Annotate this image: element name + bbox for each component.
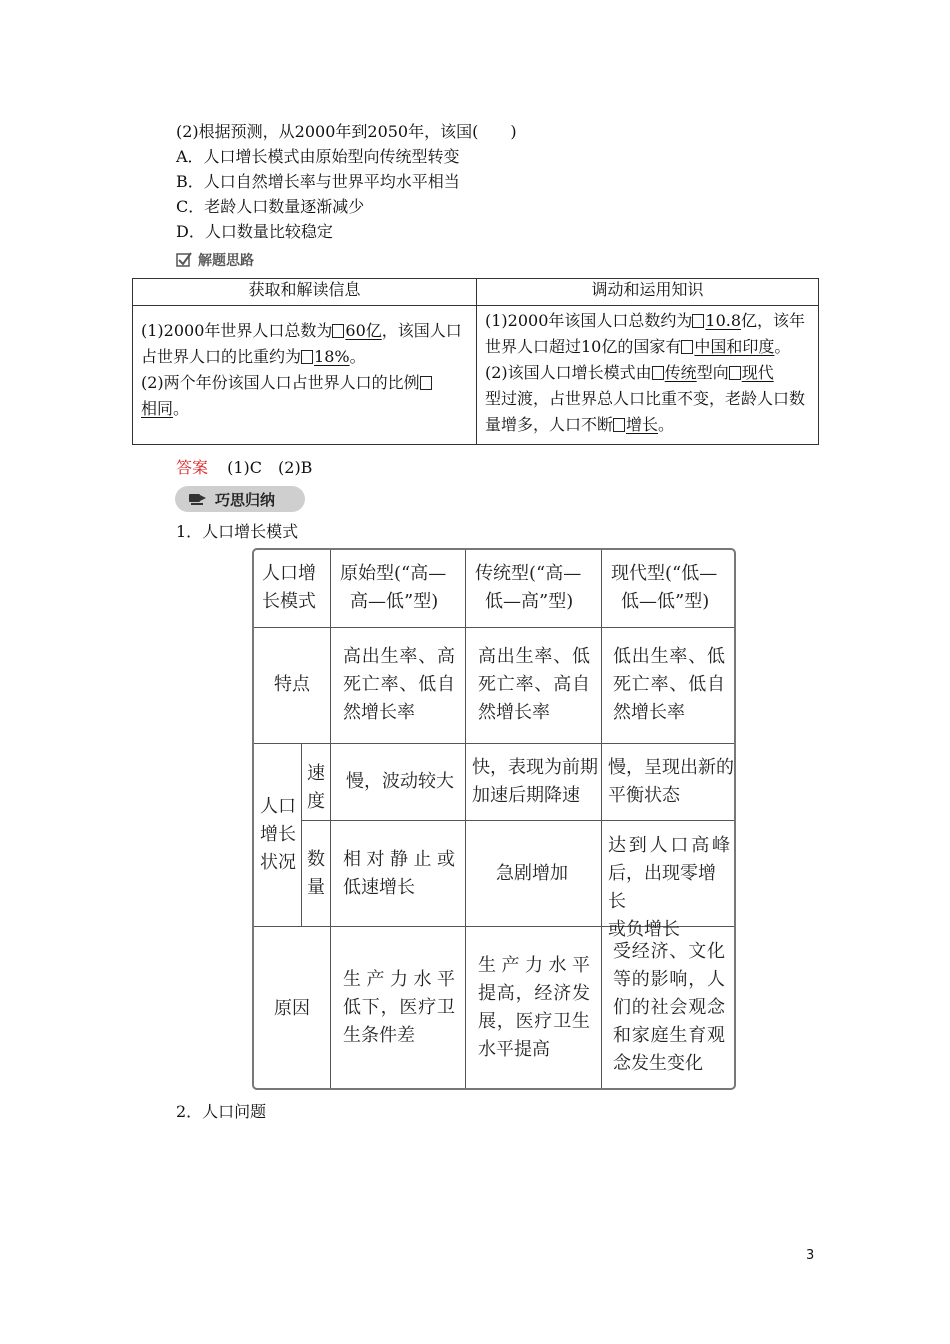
row-group-growth: 人口 增长 状况: [260, 796, 296, 873]
speed-traditional: 快，表现为前期 加速后期降速: [472, 757, 598, 806]
solution-right-cell: (1)2000年该国人口总数约为 10.8亿，该年 世界人口超过10亿的国家有 中国和印度。 (2)该国人口增长模式由 传统型向 现代 型过渡，占世界总人口比重不变，老龄人口数 量增多，人口不断 增长。: [477, 306, 819, 445]
reason-modern: 受经济、文化 等的影响，人 们的社会观念 和家庭生育观 念发生变化: [613, 941, 725, 1074]
option-c: C．老龄人口数量逐渐减少: [176, 197, 365, 216]
feature-modern: 低出生率、低 死亡率、低自 然增长率: [613, 646, 725, 723]
feature-primitive: 高出生率、高 死亡率、低自 然增长率: [343, 646, 455, 723]
answer-text: (1)C (2)B: [227, 458, 313, 477]
page-number: 3: [806, 1248, 815, 1263]
blank-box-icon: [613, 418, 625, 432]
solution-col2-header: 调动和运用知识: [477, 279, 819, 306]
summary-item-2: 2．人口问题: [176, 1102, 267, 1121]
row-label-speed: 速 度: [307, 763, 325, 812]
blank-box-icon: [301, 350, 313, 364]
answer-line: [176, 456, 312, 480]
option-d: D．人口数量比较稳定: [176, 222, 333, 241]
reason-traditional: 生产力水平 提高，经济发 展，医疗卫生 水平提高: [478, 955, 590, 1060]
solution-col1-header: 获取和解读信息: [133, 279, 477, 306]
blank-box-icon: [420, 376, 432, 390]
blank-box-icon: [681, 340, 693, 354]
blank-box-icon: [332, 324, 344, 338]
answer-label: 答案: [176, 458, 209, 477]
row-label-reason: 原因: [274, 998, 310, 1019]
blank-box-icon: [652, 366, 664, 380]
option-a: A．人口增长模式由原始型向传统型转变: [176, 147, 460, 166]
summary-banner: [175, 486, 305, 512]
pen-icon: [187, 491, 207, 507]
reason-primitive: 生产力水平 低下，医疗卫 生条件差: [343, 969, 455, 1046]
solution-left-cell: (1)2000年世界人口总数为 60亿，该国人口 占世界人口的比重约为 18%。 (2)两个年份该国人口占世界人口的比例 相同。: [133, 306, 477, 445]
header-model: 人口增 长模式: [262, 563, 316, 612]
summary-item-1: 1．人口增长模式: [176, 522, 299, 541]
checkbox-icon: [176, 252, 192, 268]
blank-box-icon: [729, 366, 741, 380]
header-primitive: 原始型(“高— 高—低”型): [340, 563, 447, 612]
row-label-feature: 特点: [274, 674, 310, 695]
header-traditional: 传统型(“高— 低—高”型): [475, 563, 582, 612]
row-label-quantity: 数 量: [307, 849, 325, 898]
speed-primitive: 慢，波动较大: [346, 771, 454, 792]
quantity-traditional: 急剧增加: [496, 863, 568, 884]
solution-table: [132, 278, 819, 445]
blank-box-icon: [692, 314, 704, 328]
quantity-primitive: 相对静止或 低速增长: [343, 849, 455, 898]
header-modern: 现代型(“低— 低—低”型): [611, 563, 718, 612]
question-stem: (2)根据预测，从2000年到2050年，该国( ): [176, 122, 517, 141]
growth-model-table: [252, 548, 736, 1090]
feature-traditional: 高出生率、低 死亡率、高自 然增长率: [478, 646, 590, 723]
solution-heading-label: 解题思路: [198, 253, 254, 269]
speed-modern: 慢，呈现出新的 平衡状态: [608, 757, 734, 806]
quantity-modern: 达到人口高峰 后，出现零增长 或负增长: [608, 835, 730, 940]
option-b: B．人口自然增长率与世界平均水平相当: [176, 172, 460, 191]
solution-heading: [176, 250, 254, 270]
summary-banner-label: 巧思归纳: [215, 490, 276, 509]
